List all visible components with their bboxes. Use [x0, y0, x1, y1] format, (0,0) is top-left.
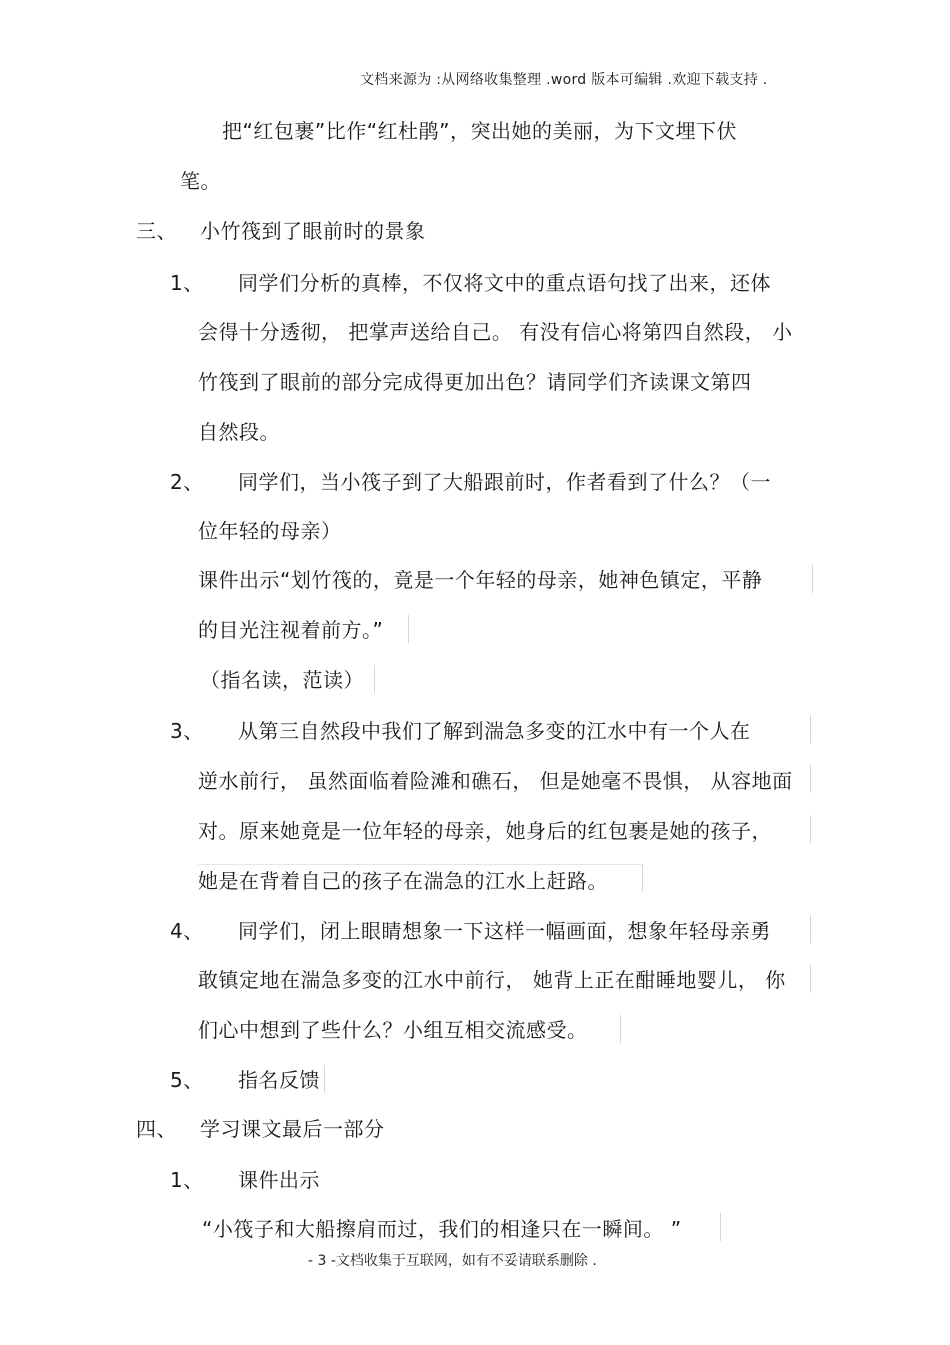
- item-5-number: 5、: [170, 1068, 204, 1092]
- item-3-line-b: 逆水前行， 虽然面临着险滩和礁石， 但是她毫不畏惧， 从容地面: [198, 769, 793, 793]
- scan-line: [812, 565, 813, 593]
- item-2-line-a: 同学们，当小筏子到了大船跟前时，作者看到了什么？（一: [238, 470, 771, 494]
- item-2-number: 2、: [170, 470, 204, 494]
- page-header: 文档来源为 :从网络收集整理 .word 版本可编辑 .欢迎下载支持 .: [360, 72, 768, 88]
- item-2-line-b: 位年轻的母亲）: [198, 519, 342, 543]
- page-footer: - 3 -文档收集于互联网，如有不妥请联系删除 .: [308, 1253, 597, 1269]
- scan-line: [810, 715, 811, 743]
- item-4-line-c: 们心中想到了些什么？小组互相交流感受。: [198, 1018, 588, 1042]
- scan-line: [810, 765, 811, 793]
- scan-line: [408, 615, 409, 643]
- item-2-line-e: （指名读，范读）: [200, 668, 364, 692]
- item-2-line-c: 课件出示“划竹筏的，竟是一个年轻的母亲，她神色镇定，平静: [198, 568, 763, 592]
- item-1-line-a: 同学们分析的真棒，不仅将文中的重点语句找了出来，还体: [238, 271, 771, 295]
- item-5-line-a: 指名反馈: [238, 1068, 320, 1092]
- item-3-line-d: 她是在背着自己的孩子在湍急的江水上赶路。: [198, 869, 608, 893]
- scan-line: [198, 864, 642, 865]
- item-3-line-c: 对。原来她竟是一位年轻的母亲，她身后的红包裹是她的孩子，: [198, 819, 772, 843]
- scan-line: [810, 965, 811, 993]
- item-1-line-b: 会得十分透彻， 把掌声送给自己。 有没有信心将第四自然段， 小: [198, 320, 793, 344]
- section-4-number: 四、: [136, 1117, 177, 1141]
- scan-line: [810, 915, 811, 943]
- item-4-number: 4、: [170, 919, 204, 943]
- scan-line: [374, 665, 375, 693]
- sec4-item-1-line-b: “小筏子和大船擦肩而过，我们的相逢只在一瞬间。 ”: [202, 1217, 682, 1241]
- section-3-number: 三、: [136, 219, 177, 243]
- item-2-line-d: 的目光注视着前方。”: [198, 618, 384, 642]
- item-3-line-a: 从第三自然段中我们了解到湍急多变的江水中有一个人在: [238, 719, 751, 743]
- scan-line: [810, 815, 811, 843]
- section-3-title: 小竹筏到了眼前时的景象: [200, 219, 426, 243]
- section-4-title: 学习课文最后一部分: [200, 1117, 385, 1141]
- item-1-line-d: 自然段。: [198, 420, 280, 444]
- item-3-number: 3、: [170, 719, 204, 743]
- intro-line-2: 笔。: [180, 169, 221, 193]
- sec4-item-1-line-a: 课件出示: [238, 1168, 320, 1192]
- item-1-line-c: 竹筏到了眼前的部分完成得更加出色？请同学们齐读课文第四: [198, 370, 752, 394]
- scan-line: [642, 864, 643, 892]
- scan-line: [324, 1065, 325, 1093]
- scan-line: [620, 1015, 621, 1043]
- intro-line-1: 把“红包裹”比作“红杜鹃”，突出她的美丽，为下文埋下伏: [222, 119, 737, 143]
- item-1-number: 1、: [170, 271, 204, 295]
- item-4-line-b: 敢镇定地在湍急多变的江水中前行， 她背上正在酣睡地婴儿， 你: [198, 968, 786, 992]
- scan-line: [720, 1213, 721, 1241]
- item-4-line-a: 同学们，闭上眼睛想象一下这样一幅画面，想象年轻母亲勇: [238, 919, 771, 943]
- sec4-item-1-number: 1、: [170, 1168, 204, 1192]
